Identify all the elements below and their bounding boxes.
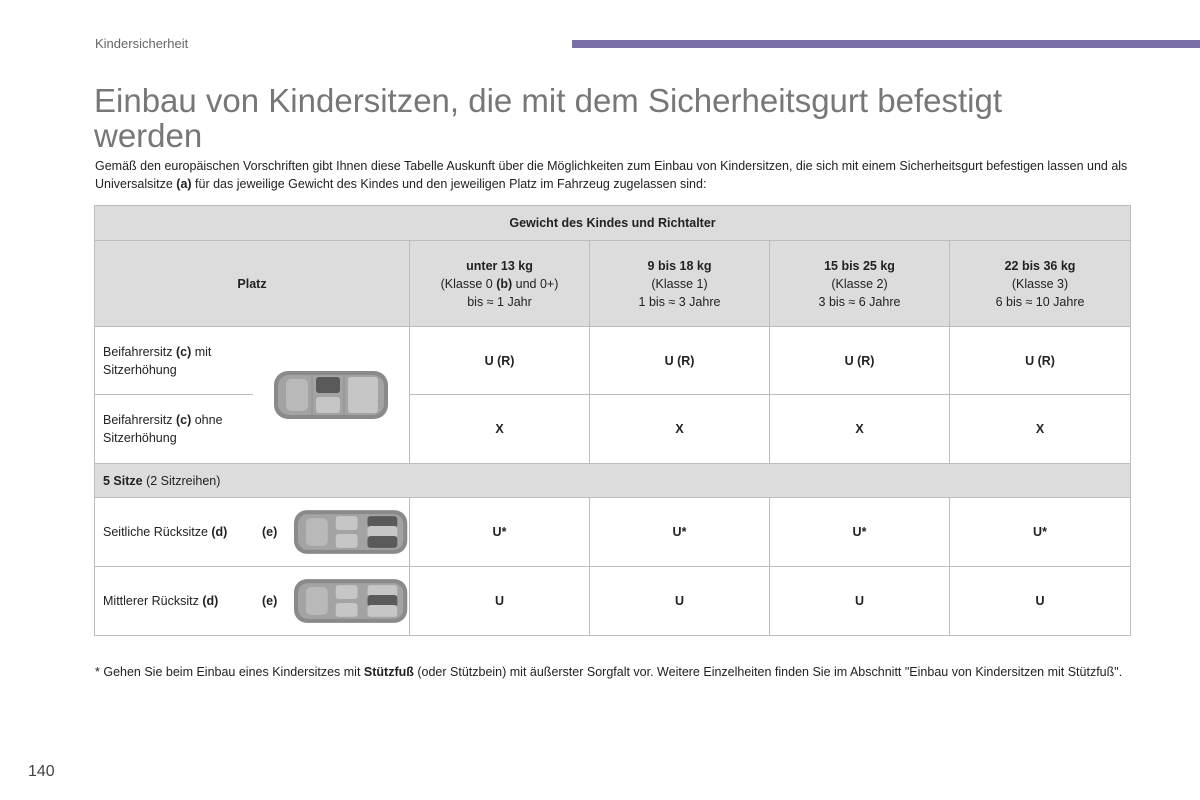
age-range: 6 bis ≈ 10 Jahre	[995, 294, 1085, 309]
table-cell: U (R)	[770, 327, 950, 395]
table-cell: U*	[950, 498, 1131, 567]
intro-paragraph	[95, 157, 1135, 193]
weight-age-header: Gewicht des Kindes und Richtalter	[95, 206, 1131, 241]
table-cell: X	[410, 395, 590, 464]
weight-column-header	[410, 241, 590, 327]
intro-bold-a: (a)	[176, 177, 192, 191]
place-label-cell: Beifahrersitz (c) mit Sitzerhöhung	[95, 327, 253, 395]
age-range: bis ≈ 1 Jahr	[467, 294, 532, 309]
weight-column-header	[950, 241, 1131, 327]
footnote: * Gehen Sie beim Einbau eines Kindersitzes mit Stützfuß (oder Stützbein) mit äußerster Sorgfalt vor. Weitere Einzelheiten finden Sie im Abschnitt "Einbau von Kindersitzen mit Stützfuß".	[95, 665, 1123, 679]
place-header: Platz	[95, 241, 410, 327]
weight-value: unter 13 kg	[466, 258, 533, 273]
table-cell: U	[950, 567, 1131, 636]
car-front-seat-icon	[272, 367, 390, 423]
intro-text-2: für das jeweilige Gewicht des Kindes und den jeweiligen Platz im Fahrzeug zugelassen sind:	[191, 177, 707, 191]
section-label: Kindersicherheit	[95, 36, 189, 51]
table-cell: X	[590, 395, 770, 464]
weight-value: 15 bis 25 kg	[824, 258, 895, 273]
car-rear-seats-icon	[292, 507, 409, 557]
place-label-cell: Seitliche Rücksitze (d) (e)	[95, 498, 410, 567]
table-cell: X	[770, 395, 950, 464]
place-label-cell: Beifahrersitz (c) ohne Sitzerhöhung	[95, 395, 253, 464]
table-row	[95, 498, 1131, 567]
weight-column-header	[770, 241, 950, 327]
age-range: 3 bis ≈ 6 Jahre	[818, 294, 901, 309]
table-cell: U (R)	[410, 327, 590, 395]
intro-text-1: Gemäß den europäischen Vorschriften gibt Ihnen diese Tabelle Auskunft über die Möglichkeiten zum Einbau von Kindersitzen, die sich mit einem Sicherheitsgurt befestigen lassen und als Universalsitze	[95, 159, 1128, 191]
weight-value: 22 bis 36 kg	[1004, 258, 1076, 273]
table-cell: X	[950, 395, 1131, 464]
group-label: 5 Sitze (2 Sitzreihen)	[95, 464, 1131, 498]
table-row	[95, 327, 1131, 395]
note-label: (e)	[261, 594, 278, 608]
table-cell: U	[770, 567, 950, 636]
table-cell: U*	[770, 498, 950, 567]
table-cell: U	[590, 567, 770, 636]
note-label: (e)	[261, 525, 278, 539]
table-cell: U*	[410, 498, 590, 567]
table-row	[95, 395, 1131, 464]
weight-column-header	[590, 241, 770, 327]
table-cell: U (R)	[590, 327, 770, 395]
table-cell: U*	[590, 498, 770, 567]
car-middle-seat-icon	[292, 576, 409, 626]
weight-value: 9 bis 18 kg	[647, 258, 712, 273]
weight-class: (Klasse 2)	[831, 276, 888, 291]
table-column-header-row	[95, 241, 1131, 327]
table-cell: U	[410, 567, 590, 636]
weight-class: (Klasse 0 (b) und 0+)	[440, 276, 559, 291]
weight-class: (Klasse 1)	[651, 276, 708, 291]
page-number: 140	[28, 763, 55, 780]
car-diagram-cell	[253, 327, 410, 464]
table-top-header-row	[95, 206, 1131, 241]
weight-class: (Klasse 3)	[1011, 276, 1069, 291]
child-seat-table	[94, 205, 1131, 636]
group-row	[95, 464, 1131, 498]
place-label-cell: Mittlerer Rücksitz (d) (e)	[95, 567, 410, 636]
age-range: 1 bis ≈ 3 Jahre	[638, 294, 721, 309]
section-accent-bar	[572, 40, 1200, 48]
table-row	[95, 567, 1131, 636]
page-title: Einbau von Kindersitzen, die mit dem Sicherheitsgurt befestigt werden	[94, 82, 1002, 154]
table-cell: U (R)	[950, 327, 1131, 395]
